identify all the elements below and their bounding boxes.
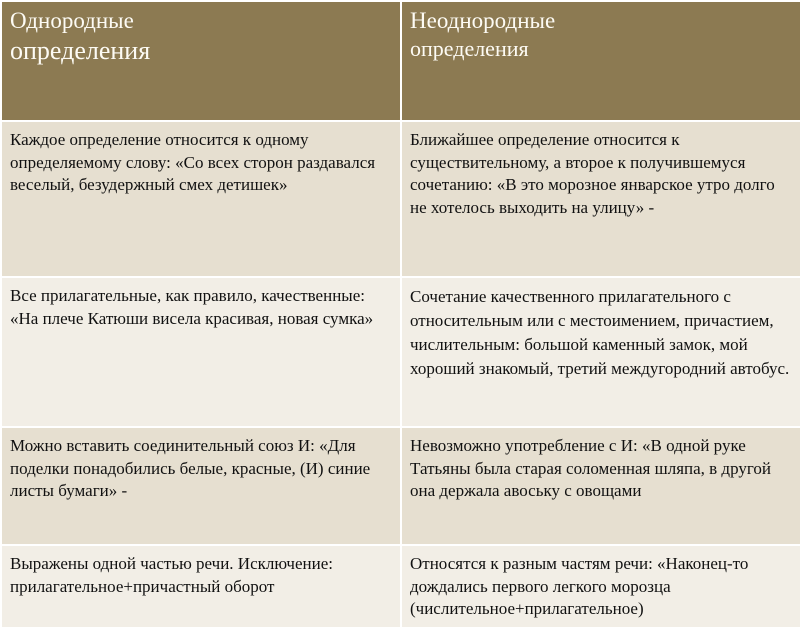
header-homogeneous-line2: определения	[10, 36, 151, 65]
table-row	[1, 545, 801, 628]
table-cell-homogeneous: Можно вставить соединительный союз И: «Для поделки понадобились белые, красные, (И) синие листы бумаги» -	[1, 427, 401, 545]
header-homogeneous-line1: Однородные	[10, 8, 134, 33]
table-cell-heterogeneous: Ближайшее определение относится к существительному, а второе к получившемуся сочетанию: «В это морозное январское утро долго не хотелось выходить на улицу» -	[401, 121, 801, 277]
table-cell-heterogeneous: Относятся к разным частям речи: «Наконец-то дождались первого легкого морозца (числительное+прилагательное)	[401, 545, 801, 628]
table-cell-homogeneous: Каждое определение относится к одному определяемому слову: «Со всех сторон раздавался веселый, безудержный смех детишек»	[1, 121, 401, 277]
header-heterogeneous	[401, 1, 801, 121]
header-heterogeneous-line1: Неоднородные	[410, 8, 556, 33]
table-row	[1, 427, 801, 545]
table-row	[1, 277, 801, 427]
table-cell-heterogeneous: Невозможно употребление с И: «В одной руке Татьяны была старая соломенная шляпа, в другой она держала авоську с овощами	[401, 427, 801, 545]
table-row	[1, 121, 801, 277]
header-heterogeneous-line2: определения	[410, 36, 529, 61]
header-homogeneous	[1, 1, 401, 121]
table-cell-homogeneous: Выражены одной частью речи. Исключение: прилагательное+причастный оборот	[1, 545, 401, 628]
table-header-row	[1, 1, 801, 121]
table-cell-heterogeneous: Сочетание качественного прилагательного с относительным или с местоимением, причастием, числительным: большой каменный замок, мой хороший знакомый, третий междугородний автобус.	[401, 277, 801, 427]
table-cell-homogeneous: Все прилагательные, как правило, качественные: «На плече Катюши висела красивая, новая сумка»	[1, 277, 401, 427]
